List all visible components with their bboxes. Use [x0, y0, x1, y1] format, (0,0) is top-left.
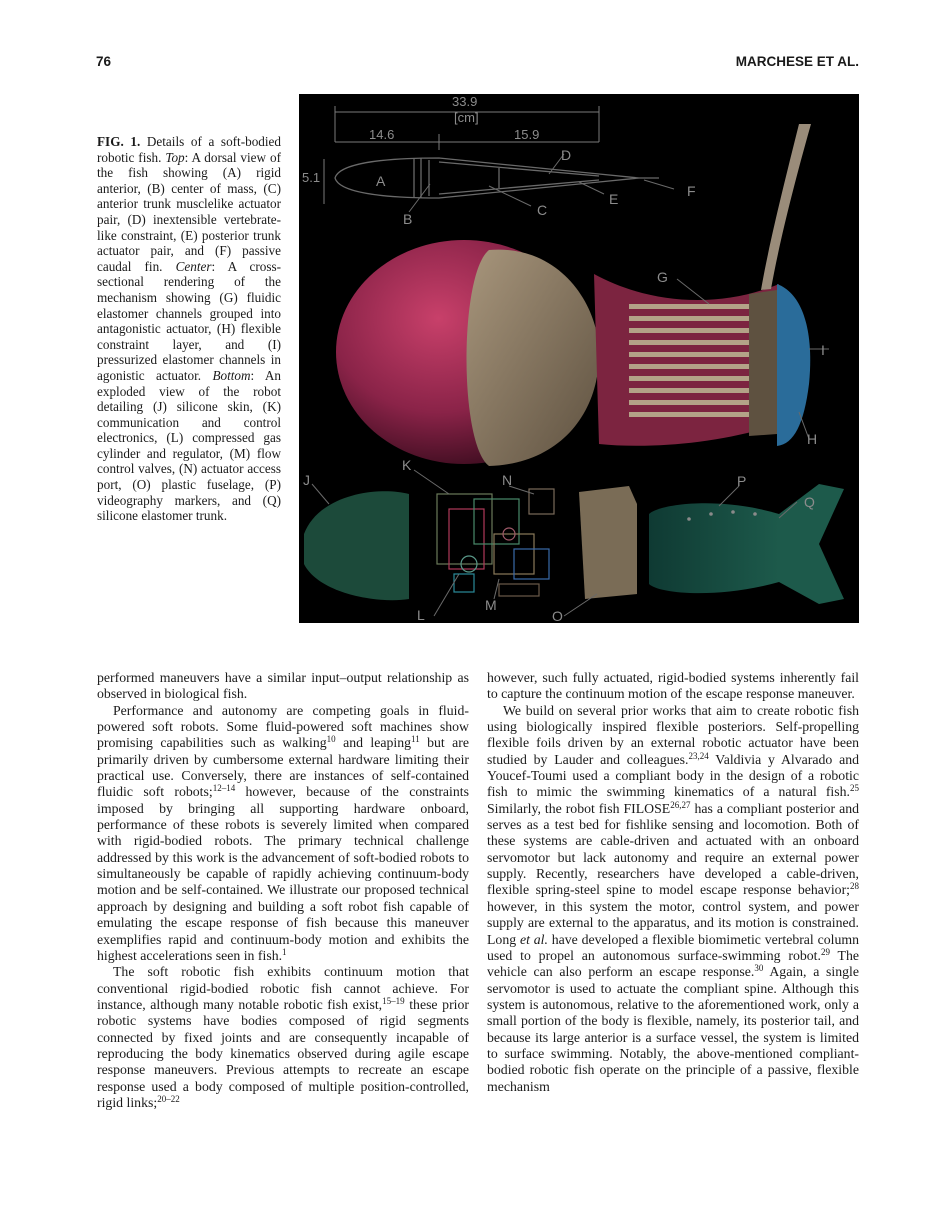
- label-q: Q: [804, 494, 815, 510]
- right-paragraph-2: We build on several prior works that aim to create robotic fish using biologically inspired flexible posteriors. Self-propelling flexible foils driven by an external robotic actuator have been studied by Lauder and colleagues.$^{23,24}$ Valdivia y Alvarado and Youcef-Toumi used a compliant body in the design of a robotic fish to mimic the swimming kinematics of a natural fish.$^{25}$ Similarly, the robot fish FILOSE$^{26,27}$ has a compliant posterior and serves as a test bed for fishlike sensing and locomotion. Both of these systems are cable-driven and actuated with an onboard servomotor but lack autonomy and require an external power supply. Recently, researchers have developed a cable-driven, flexible spring-steel spine to model escape response behavior;$^{28}$ however, in this system the motor, control system, and power supply are external to the apparatus, and its motion is constrained. Long et al. have developed a flexible biomimetic vertebral column used to propel an autonomous surface-swimming robot.$^{29}$ The vehicle can also perform an escape response.$^{30}$ Again, a single servomotor is used to actuate the compliant spine. Although this system is autonomous, relative to the aforementioned work, only a small portion of the body is flexible, namely, its posterior tail, and because its large anterior is a surface vessel, the system is limited to surface swimming. Notably, the above-mentioned compliant-bodied robotic fish operate on the principle of a passive, flexible mechanism: [487, 702, 859, 1094]
- caption-text-1: Details of a soft-bodied robotic fish.: [97, 134, 281, 165]
- ref: 11: [411, 734, 420, 745]
- label-o: O: [552, 608, 563, 623]
- label-a: A: [376, 173, 386, 189]
- label-b: B: [403, 211, 413, 227]
- cross-section-rendering: [336, 124, 811, 466]
- dim-posterior: 15.9: [514, 127, 540, 142]
- figure-graphic: [299, 94, 859, 623]
- dorsal-labels: [376, 147, 696, 227]
- ref: 29: [820, 946, 830, 957]
- label-m: M: [485, 597, 497, 613]
- caption-center-label: Center: [175, 258, 212, 274]
- ref: 1: [282, 946, 287, 957]
- ref: 15–19: [382, 995, 405, 1006]
- caption-bottom-label: Bottom: [212, 367, 251, 383]
- ref: 12–14: [212, 783, 236, 794]
- caption-text-4: : An exploded view of the robot detailing (J) silicone skin, (K) communication and control electronics, (L) compressed gas cylinder and regulator, (M) flow control valves, (N) actuator access port, (O) plastic fuselage, (P) videography markers, and (Q) silicone elastomer trunk.: [97, 367, 281, 524]
- label-l: L: [417, 607, 425, 623]
- label-c: C: [537, 202, 548, 218]
- robotic-fish-figure: [299, 94, 859, 623]
- figure-caption: [97, 134, 281, 524]
- label-j: J: [303, 472, 310, 488]
- exploded-view: [304, 484, 844, 604]
- caption-text-3: : A cross-sectional rendering of the mechanism showing (G) fluidic elastomer channels grouped into antagonistic actuator, (H) flexible constraint layer, and (I) pressurized elastomer channels in agonistic actuator.: [97, 258, 281, 383]
- ref: 10: [326, 734, 336, 745]
- dim-unit: [cm]: [454, 110, 479, 125]
- dim-total: 33.9: [452, 94, 478, 109]
- label-f: F: [687, 183, 696, 199]
- et-al: et al.: [519, 931, 548, 947]
- label-i: I: [821, 342, 825, 358]
- caption-top-label: Top: [165, 149, 185, 165]
- right-paragraph-1: however, such fully actuated, rigid-bodied systems inherently fail to capture the continuum motion of the escape response maneuver.: [487, 670, 859, 702]
- running-head: MARCHESE ET AL.: [735, 54, 859, 69]
- label-d: D: [561, 147, 572, 163]
- dim-anterior: 14.6: [369, 127, 395, 142]
- label-k: K: [402, 457, 412, 473]
- ref: 30: [754, 963, 764, 974]
- label-g: G: [657, 269, 668, 285]
- page-number: 76: [96, 54, 112, 69]
- caption-label: FIG. 1.: [97, 134, 141, 149]
- page-header: [96, 54, 859, 72]
- ref: 26,27: [670, 799, 691, 810]
- label-n: N: [502, 472, 513, 488]
- ref: 25: [850, 783, 859, 794]
- ref: 20–22: [157, 1093, 180, 1104]
- left-paragraph-3: The soft robotic fish exhibits continuum motion that conventional rigid-bodied robotic fish cannot achieve. For instance, although many notable robotic fish exist,$^{15-19}$ these prior robotic systems have bodies composed of rigid segments connected by fixed joints and are consequently incapable of reproducing the body kinematics observed during agile escape response maneuvers. Previous attempts to recreate an escape response used a body composed of multiple position-controlled, rigid links;$^{20-22}$: [97, 964, 469, 1110]
- right-column: [487, 670, 859, 1095]
- label-p: P: [737, 473, 747, 489]
- electronics: [437, 489, 554, 596]
- ref: 23,24: [688, 750, 709, 761]
- caption-text-2: : A dorsal view of the fish showing (A) rigid anterior, (B) center of mass, (C) anterior trunk musclelike actuator pair, (D) inextensible vertebrate-like constraint, (E) posterior trunk actuator pair, and (F) passive caudal fin.: [97, 149, 281, 274]
- dim-width: 5.1: [302, 170, 321, 185]
- left-paragraph-2: Performance and autonomy are competing goals in fluid-powered soft robots. Some fluid-powered soft machines show promising capabilities such as walking$^{10}$ and leaping$^{11}$ but are primarily driven by cumbersome external hardware limiting their practical use. Conversely, there are instances of self-contained fluidic soft robots;$^{12-14}$ however, because of the constraints imposed by bringing all supporting hardware onboard, performance of these robots is severely limited when compared with rigid-bodied robots. The primary technical challenge addressed by this work is the advancement of soft-bodied robots to simultaneously be capable of rapidly achieving continuum-body motion and be self-contained. We illustrate our proposed technical approach by designing and building a soft robot fish capable of emulating the escape response of fish because this maneuver exemplifies rapid and continuum-body motion and exhibits the highest accelerations seen in fish.$^1$: [97, 702, 469, 963]
- label-e: E: [609, 191, 619, 207]
- left-column: [97, 670, 469, 1111]
- left-paragraph-1: performed maneuvers have a similar input–output relationship as observed in biological fish.: [97, 670, 469, 702]
- label-h: H: [807, 431, 818, 447]
- ref: 28: [850, 881, 859, 892]
